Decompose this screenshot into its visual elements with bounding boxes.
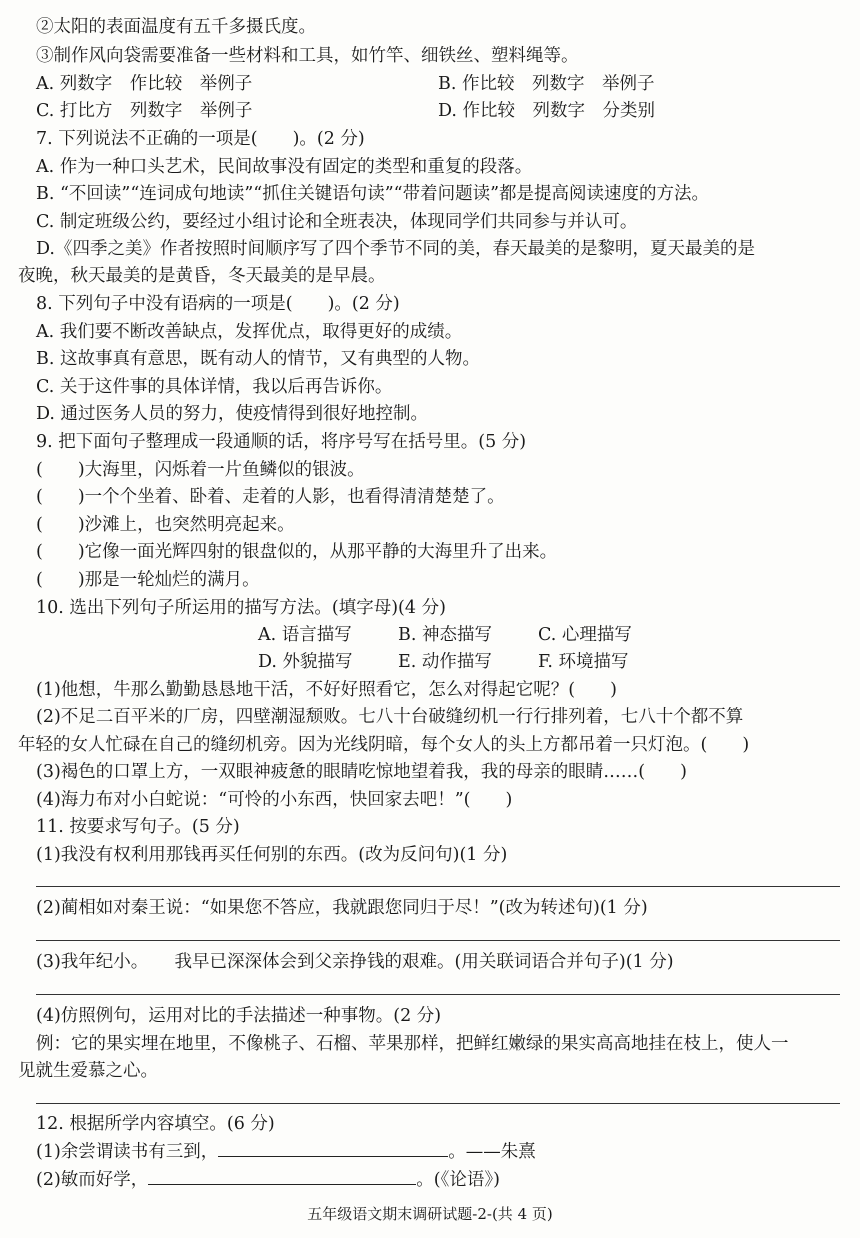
q11-example: 例：它的果实埋在地里，不像桃子、石榴、苹果那样，把鲜红嫩绿的果实高高地挂在枝上，使人一 <box>36 1034 789 1054</box>
q10-sentence: (4)海力布对小白蛇说：“可怜的小东西，快回家去吧！”( ) <box>36 790 513 810</box>
q8-option-d: D. 通过医务人员的努力，使疫情得到很好地控制。 <box>36 404 429 424</box>
q6-option-d: D. 作比较 列数字 分类别 <box>438 101 656 121</box>
q11-item: (1)我没有权利用那钱再买任何别的东西。(改为反问句)(1 分) <box>36 845 508 865</box>
q9-sentence: ( )大海里，闪烁着一片鱼鳞似的银波。 <box>36 460 365 480</box>
q12-item: (2)敏而好学， 。(《论语》) <box>36 1170 500 1190</box>
q9-sentence: ( )它像一面光辉四射的银盘似的，从那平静的大海里升了出来。 <box>36 542 558 562</box>
q8-title: 8. 下列句子中没有语病的一项是( )。(2 分) <box>36 294 400 314</box>
q10-method-c: C. 心理描写 <box>538 625 632 645</box>
q7-option-c: C. 制定班级公约，要经过小组讨论和全班表决，体现同学们共同参与并认可。 <box>36 212 638 232</box>
q11-example-cont: 见就生爱慕之心。 <box>18 1061 158 1081</box>
q8-option-b: B. 这故事真有意思，既有动人的情节，又有典型的人物。 <box>36 349 480 369</box>
q9-title: 9. 把下面句子整理成一段通顺的话，将序号写在括号里。(5 分) <box>36 432 527 452</box>
q7-option-b: B. “不回读”“连词成句地读”“抓住关键语句读”“带着问题读”都是提高阅读速度的方法。 <box>36 184 710 204</box>
q6-option-a: A. 列数字 作比较 举例子 <box>36 74 253 94</box>
page-footer: 五年级语文期末调研试题-2-(共 4 页) <box>307 1205 553 1223</box>
q10-sentence: (1)他想，牛那么勤勤恳恳地干活，不好好照看它，怎么对得起它呢？( ) <box>36 680 617 700</box>
q11-item: (4)仿照例句，运用对比的手法描述一种事物。(2 分) <box>36 1006 442 1026</box>
q10-title: 10. 选出下列句子所运用的描写方法。(填字母)(4 分) <box>36 598 446 618</box>
q10-sentence: (3)褐色的口罩上方，一双眼神疲惫的眼睛吃惊地望着我，我的母亲的眼睛……( ) <box>36 762 687 782</box>
q8-option-a: A. 我们要不断改善缺点，发挥优点，取得更好的成绩。 <box>36 322 463 342</box>
q9-sentence: ( )那是一轮灿烂的满月。 <box>36 570 260 590</box>
q7-option-d-cont: 夜晚，秋天最美的是黄昏，冬天最美的是早晨。 <box>18 266 386 286</box>
q10-method-d: D. 外貌描写 <box>258 652 353 672</box>
q12-title: 12. 根据所学内容填空。(6 分) <box>36 1114 275 1134</box>
answer-line[interactable] <box>36 1103 840 1104</box>
q10-sentence-cont: 年轻的女人忙碌在自己的缝纫机旁。因为光线阴暗，每个女人的头上方都吊着一只灯泡。( ) <box>18 735 750 755</box>
q10-method-a: A. 语言描写 <box>258 625 352 645</box>
q8-option-c: C. 关于这件事的具体详情，我以后再告诉你。 <box>36 377 393 397</box>
q10-method-b: B. 神态描写 <box>398 625 492 645</box>
answer-line[interactable] <box>36 886 840 887</box>
q9-sentence: ( )沙滩上，也突然明亮起来。 <box>36 515 295 535</box>
answer-line[interactable] <box>36 940 840 941</box>
q7-option-a: A. 作为一种口头艺术，民间故事没有固定的类型和重复的段落。 <box>36 157 533 177</box>
q12-item: (1)余尝谓读书有三到， 。——朱熹 <box>36 1142 536 1162</box>
q6-option-b: B. 作比较 列数字 举例子 <box>438 74 655 94</box>
q10-sentence: (2)不足二百平米的厂房，四壁潮湿颓败。七八十台破缝纫机一行行排列着，七八十个都不算 <box>36 707 744 727</box>
q7-title: 7. 下列说法不正确的一项是( )。(2 分) <box>36 129 365 149</box>
q11-item: (3)我年纪小。 我早已深深体会到父亲挣钱的艰难。(用关联词语合并句子)(1 分) <box>36 952 674 972</box>
q11-title: 11. 按要求写句子。(5 分) <box>36 817 240 837</box>
q10-method-e: E. 动作描写 <box>398 652 492 672</box>
q11-item: (2)蔺相如对秦王说：“如果您不答应，我就跟您同归于尽！”(改为转述句)(1 分) <box>36 898 648 918</box>
statement-2: ②太阳的表面温度有五千多摄氏度。 <box>36 17 316 37</box>
fill-blank[interactable] <box>218 1140 448 1157</box>
q9-sentence: ( )一个个坐着、卧着、走着的人影，也看得清清楚楚了。 <box>36 487 505 507</box>
fill-blank[interactable] <box>148 1168 416 1185</box>
q10-method-f: F. 环境描写 <box>538 652 629 672</box>
q6-option-c: C. 打比方 列数字 举例子 <box>36 101 253 121</box>
q7-option-d: D.《四季之美》作者按照时间顺序写了四个季节不同的美，春天最美的是黎明，夏天最美的是 <box>36 239 755 259</box>
answer-line[interactable] <box>36 994 840 995</box>
statement-3: ③制作风向袋需要准备一些材料和工具，如竹竿、细铁丝、塑料绳等。 <box>36 46 579 66</box>
